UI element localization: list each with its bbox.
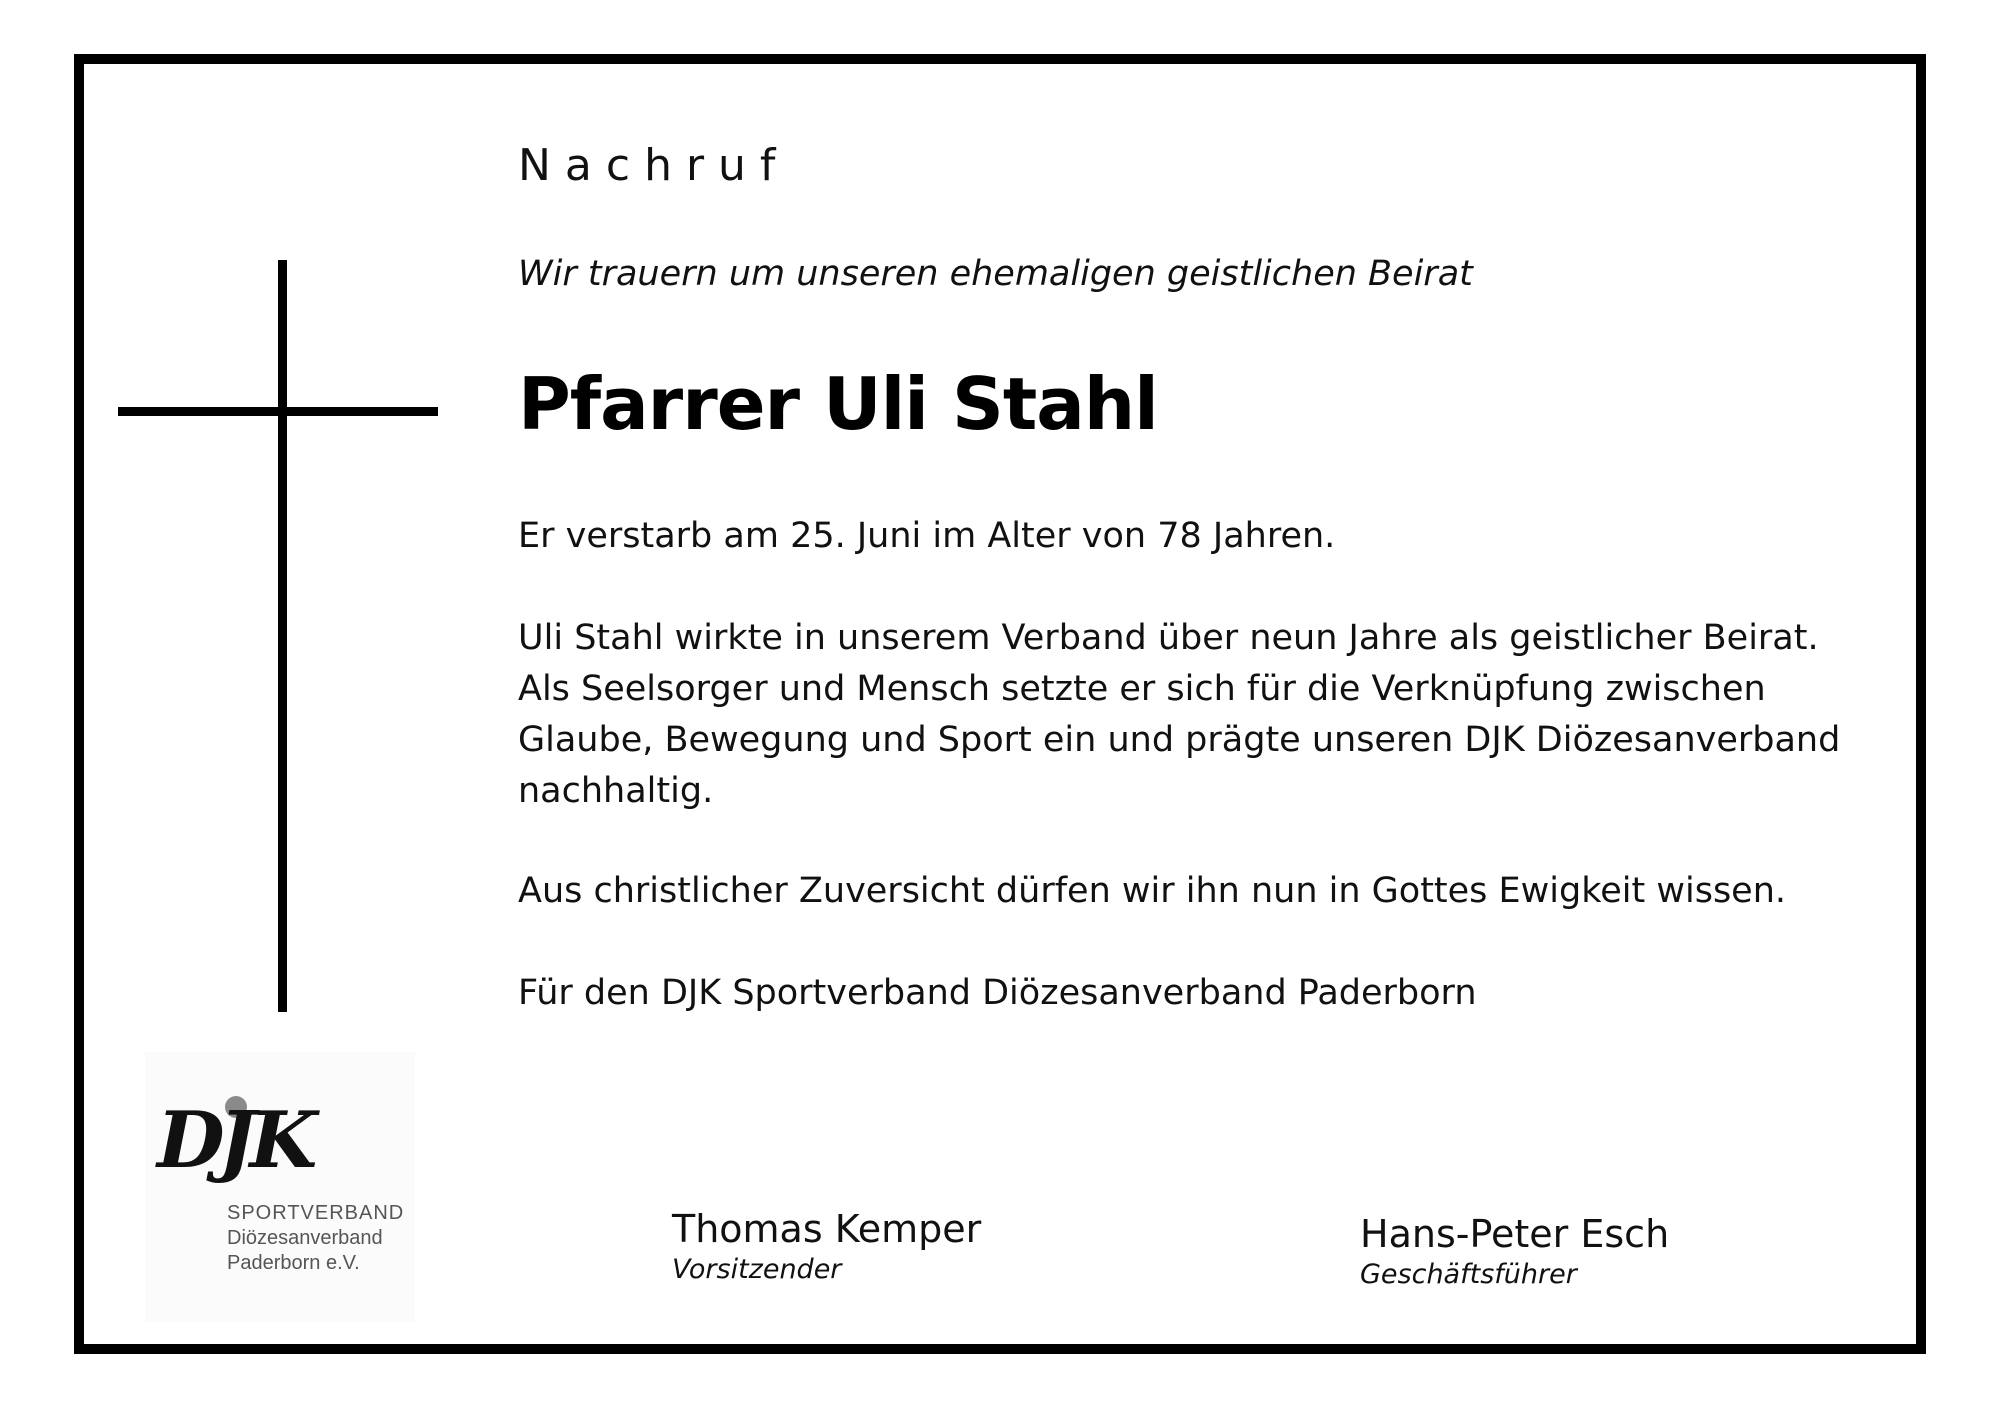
- cross-horizontal-bar: [118, 407, 438, 416]
- signatory-name: Thomas Kemper: [672, 1207, 982, 1251]
- lead-line: Wir trauern um unseren ehemaligen geistlichen Beirat: [518, 254, 1473, 294]
- signatory-1: [672, 1206, 981, 1288]
- paragraph-on-behalf: Für den DJK Sportverband Diözesanverband Paderborn: [518, 973, 1477, 1013]
- paragraph-tribute: Uli Stahl wirkte in unserem Verband über neun Jahre als geistlicher Beirat. Als Seelsorger und Mensch setzte er sich für die Verknüpfung zwischen Glaube, Bewegung und Sport ein und prägte unseren DJK Diözesanverband nachhaltig.: [518, 618, 1841, 811]
- logo-line-paderborn: Paderborn e.V.: [227, 1252, 360, 1274]
- paragraph-faith: Aus christlicher Zuversicht dürfen wir ihn nun in Gottes Ewigkeit wissen.: [518, 871, 1787, 911]
- heading-nachruf: Nachruf: [518, 140, 790, 191]
- deceased-name: Pfarrer Uli Stahl: [518, 362, 1158, 446]
- signatory-role: Geschäftsführer: [1360, 1259, 1577, 1290]
- signatory-2: [1360, 1211, 1669, 1293]
- signatory-role: Vorsitzender: [672, 1254, 842, 1285]
- djk-logo: [145, 1052, 415, 1322]
- signatory-name: Hans-Peter Esch: [1360, 1212, 1670, 1256]
- cross-vertical-bar: [278, 260, 287, 1012]
- logo-line-dioezesanverband: Diözesanverband: [227, 1227, 383, 1249]
- logo-wordmark: DJK: [157, 1095, 312, 1186]
- paragraph-death-notice: Er verstarb am 25. Juni im Alter von 78 Jahren.: [518, 516, 1336, 556]
- logo-line-sportverband: SPORTVERBAND: [227, 1202, 405, 1224]
